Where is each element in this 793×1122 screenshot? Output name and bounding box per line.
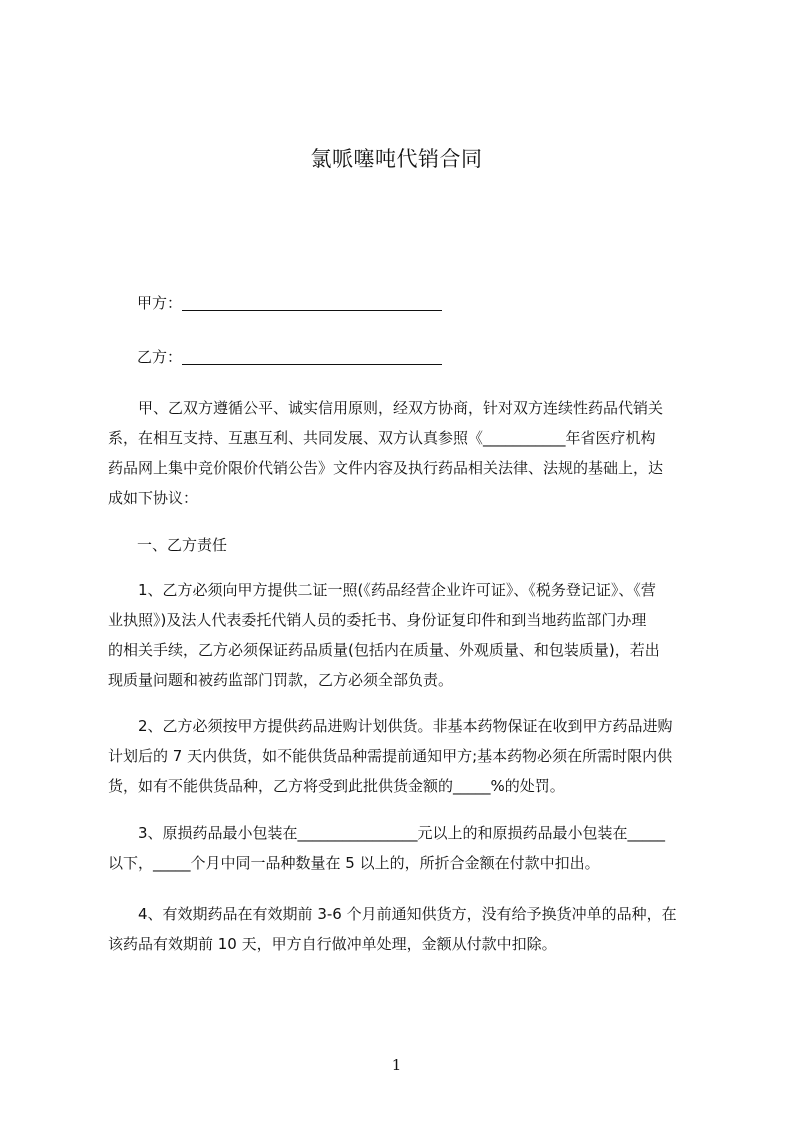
clause-line: 该药品有效期前 10 天，甲方自行做冲单处理，金额从付款中扣除。	[108, 935, 557, 953]
clause-line: 现质量问题和被药监部门罚款，乙方必须全部负责。	[108, 671, 454, 689]
clause-2	[108, 711, 704, 801]
clause-line: 2、乙方必须按甲方提供药品进购计划供货。非基本药物保证在收到甲方药品进购	[108, 717, 673, 735]
clause-line: 以下，_____个月中同一品种数量在 5 以上的，所折合金额在付款中扣出。	[108, 854, 600, 872]
clause-line: 业执照》)及法人代表委托代销人员的委托书、身份证复印件和到当地药监部门办理	[108, 611, 647, 629]
party-b-blank	[182, 350, 442, 365]
clause-line: 1、乙方必须向甲方提供二证一照(《药品经营企业许可证》、《税务登记证》、《营	[108, 581, 656, 599]
party-a-blank	[182, 296, 442, 311]
intro-line: 成如下协议：	[108, 489, 199, 507]
clause-line: 计划后的 7 天内供货，如不能供货品种需提前通知甲方;基本药物必须在所需时限内供	[108, 747, 673, 765]
clause-4	[108, 899, 704, 959]
party-b-line	[137, 346, 442, 367]
clause-line: 3、原损药品最小包装在________________元以上的和原损药品最小包装在_____	[108, 824, 666, 842]
party-a-line	[137, 292, 442, 313]
intro-line: 甲、乙双方遵循公平、诚实信用原则，经双方协商，针对双方连续性药品代销关	[108, 399, 664, 417]
intro-line: 系，在相互支持、互惠互利、共同发展、双方认真参照《___________年省医疗机构	[108, 429, 656, 447]
clause-line: 货，如有不能供货品种，乙方将受到此批供货金额的_____%的处罚。	[108, 777, 565, 795]
clause-line: 4、有效期药品在有效期前 3-6 个月前通知供货方，没有给予换货冲单的品种，在	[108, 905, 677, 923]
clause-line: 的相关手续，乙方必须保证药品质量(包括内在质量、外观质量、和包装质量)，若出	[108, 641, 660, 659]
clause-1	[108, 575, 704, 695]
document-title: 氯哌噻吨代销合同	[310, 147, 483, 171]
party-b-label: 乙方：	[137, 348, 183, 366]
clause-3	[108, 818, 704, 878]
party-a-label: 甲方：	[137, 294, 183, 312]
section-heading: 一、乙方责任	[137, 536, 228, 554]
intro-paragraph	[108, 393, 704, 513]
page-number: 1	[391, 1056, 402, 1074]
intro-line: 药品网上集中竞价限价代销公告》文件内容及执行药品相关法律、法规的基础上，达	[108, 459, 664, 477]
